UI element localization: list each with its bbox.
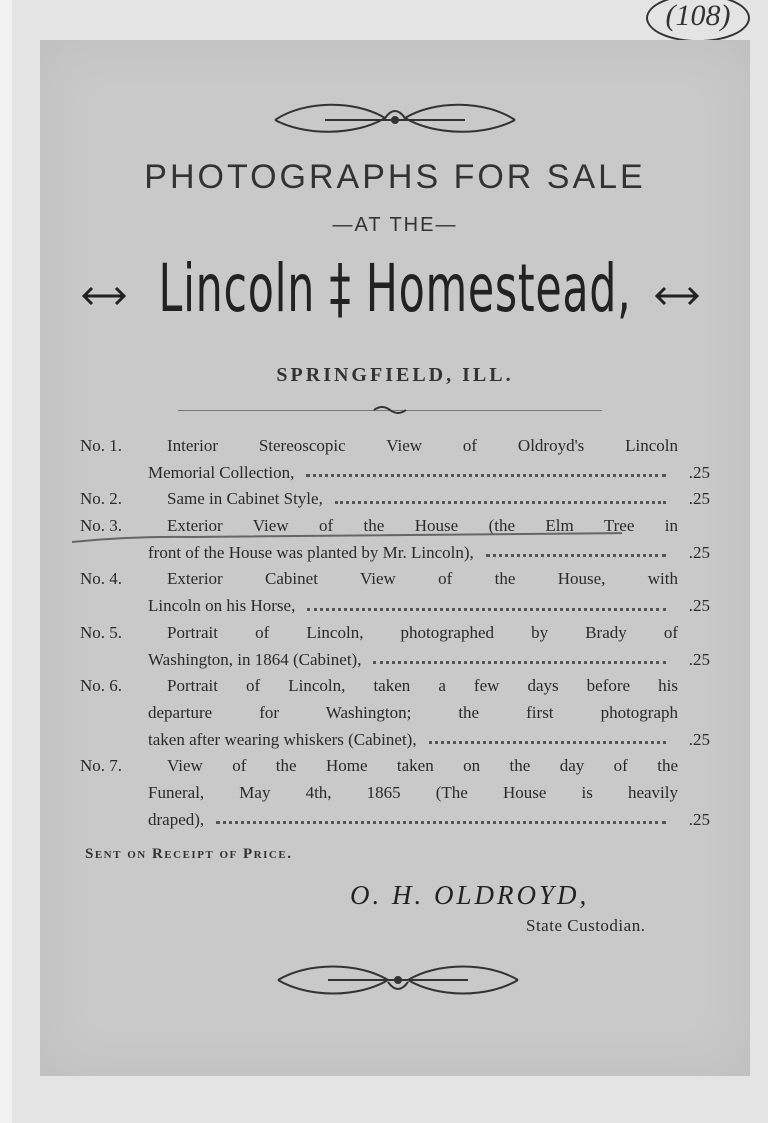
signature-name: O. H. OLDROYD, — [350, 880, 590, 910]
item-description: Same in Cabinet Style, — [167, 489, 323, 509]
item-description: Portrait of Lincoln, photographed by Brady of — [167, 622, 678, 642]
pen-underline-mark — [72, 528, 622, 546]
item-price: .25 — [688, 809, 710, 829]
item-description: departure for Washington; the first photograph — [148, 702, 678, 722]
list-item-line — [80, 727, 710, 754]
list-item-line — [80, 700, 710, 727]
item-number: No. 3. — [80, 516, 123, 536]
indent — [80, 593, 148, 620]
dot-leader — [373, 647, 666, 665]
item-description: draped), — [148, 809, 205, 829]
sent-on-receipt-note: Sent on Receipt of Price. — [85, 846, 293, 862]
photograph-list — [80, 433, 710, 833]
signature-title: State Custodian. — [526, 916, 646, 935]
heading-photographs-for-sale: PHOTOGRAPHS FOR SALE — [144, 158, 646, 196]
item-number: No. 1. — [80, 436, 123, 455]
list-item-line — [80, 780, 710, 807]
dot-leader — [307, 593, 666, 611]
item-number: No. 7. — [80, 756, 123, 776]
item-description: Funeral, May 4th, 1865 (The House is heavily — [148, 782, 678, 802]
dot-leader — [429, 727, 666, 745]
item-number: No. 4. — [80, 569, 123, 589]
location-springfield: SPRINGFIELD, ILL. — [276, 364, 514, 386]
list-item-line — [80, 620, 710, 647]
item-description: Lincoln on his Horse, — [148, 596, 296, 616]
item-description: Exterior Cabinet View of the House, with — [167, 569, 678, 589]
indent — [80, 647, 148, 674]
list-item-line — [80, 647, 710, 674]
item-price: .25 — [688, 462, 710, 482]
indent — [80, 807, 148, 834]
right-arrow-ornament — [655, 284, 699, 308]
item-price: .25 — [688, 489, 710, 509]
list-item-line — [80, 673, 710, 700]
item-description: Portrait of Lincoln, taken a few days before his — [167, 676, 678, 696]
left-arrow-ornament — [82, 284, 126, 308]
item-description: Memorial Collection, — [148, 462, 295, 482]
list-item-line — [80, 807, 710, 834]
bottom-flourish-ornament — [268, 960, 528, 1002]
handwritten-page-number: (108) — [646, 0, 750, 42]
document-card — [40, 40, 750, 1076]
item-description: View of the Home taken on the day of the — [167, 756, 678, 776]
list-item-line — [80, 753, 710, 780]
item-description: Interior Stereoscopic View of Oldroyd's Lincoln — [167, 436, 678, 455]
item-description: taken after wearing whiskers (Cabinet), — [148, 729, 417, 749]
dot-leader — [335, 486, 666, 504]
item-number: No. 6. — [80, 676, 123, 696]
heading-at-the: —AT THE— — [332, 214, 458, 236]
dot-leader — [216, 807, 666, 825]
item-number: No. 2. — [80, 489, 123, 509]
dot-leader — [306, 460, 666, 478]
item-description: Exterior View of the House (the Elm Tree in — [167, 516, 678, 536]
item-price: .25 — [688, 542, 710, 562]
item-price: .25 — [688, 596, 710, 616]
list-item-line — [80, 486, 710, 513]
top-flourish-ornament — [265, 98, 525, 140]
indent — [80, 700, 148, 727]
list-item-line — [80, 566, 710, 593]
item-number: No. 5. — [80, 622, 123, 642]
list-item-line — [80, 593, 710, 620]
indent — [80, 727, 148, 754]
indent — [80, 460, 148, 487]
item-price: .25 — [688, 729, 710, 749]
item-description: Washington, in 1864 (Cabinet), — [148, 649, 362, 669]
list-item-line — [80, 460, 710, 487]
scan-edge — [0, 0, 12, 1123]
list-item-line — [80, 433, 710, 460]
item-price: .25 — [688, 649, 710, 669]
divider-ornament — [372, 404, 408, 416]
item-description: front of the House was planted by Mr. Lincoln), — [148, 542, 474, 562]
indent — [80, 780, 148, 807]
title-lincoln-homestead: Lincoln ‡ Homestead, — [158, 250, 632, 327]
